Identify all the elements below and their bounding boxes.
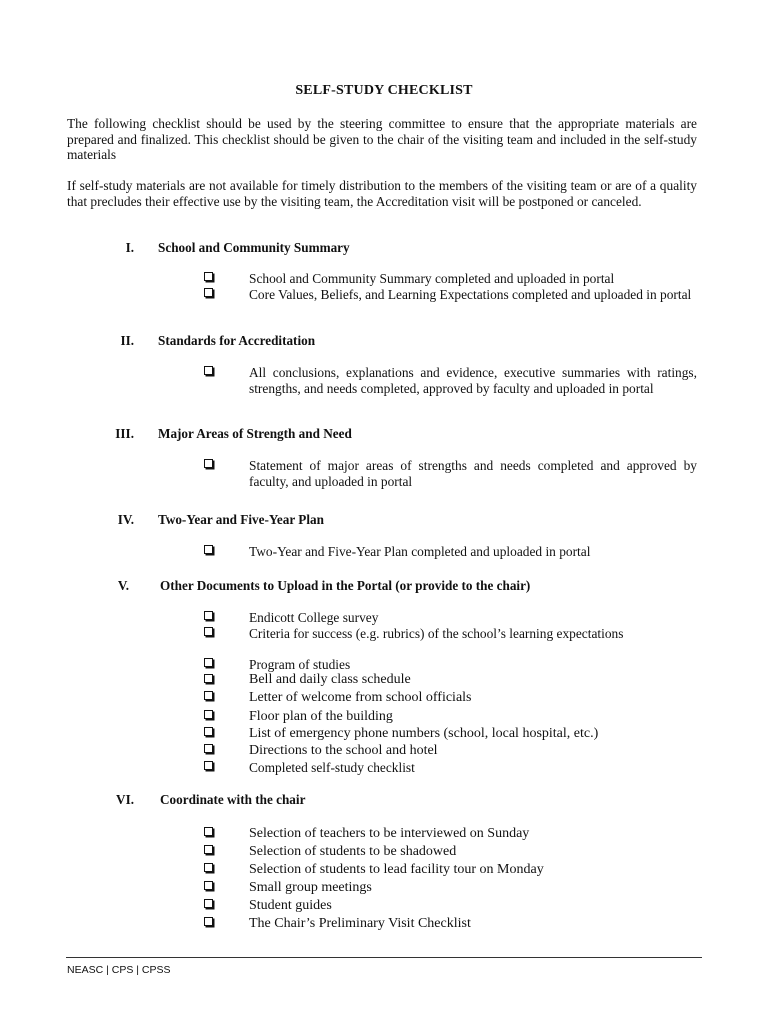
checkbox-icon[interactable] (204, 366, 213, 375)
checkbox-icon[interactable] (204, 881, 213, 890)
checkbox-icon[interactable] (204, 761, 213, 770)
checklist-item: Criteria for success (e.g. rubrics) of the school’s learning expectations (249, 626, 624, 641)
checkbox-icon[interactable] (204, 744, 213, 753)
checklist-item: Letter of welcome from school officials (249, 690, 472, 705)
checkbox-icon[interactable] (204, 611, 213, 620)
checklist-item: Program of studies (249, 657, 351, 672)
checklist-item: Statement of major areas of strengths and needs completed and approved by faculty, and uploaded in portal (249, 458, 697, 489)
footer-divider (66, 957, 702, 958)
checkbox-icon[interactable] (204, 710, 213, 719)
section-number-1: I. (125, 240, 134, 255)
checkbox-icon[interactable] (204, 727, 213, 736)
checklist-item: Two-Year and Five-Year Plan completed and uploaded in portal (249, 544, 591, 559)
section-title-5: Other Documents to Upload in the Portal (or provide to the chair) (160, 578, 531, 593)
checkbox-icon[interactable] (204, 545, 213, 554)
intro-paragraph-2: If self-study materials are not available for timely distribution to the members of the visiting team or are of a quality that precludes their effective use by the visiting team, the Accreditation visit will be postponed or canceled. (67, 178, 697, 209)
checklist-item: Selection of students to lead facility tour on Monday (249, 862, 544, 877)
intro-paragraph-1: The following checklist should be used by the steering committee to ensure that the appropriate materials are prepared and finalized. This checklist should be given to the chair of the visiting team and included in the self-study materials (67, 116, 697, 163)
checkbox-icon[interactable] (204, 459, 213, 468)
checklist-item: All conclusions, explanations and evidence, executive summaries with ratings, strengths, and needs completed, approved by faculty and uploaded in portal (249, 365, 697, 396)
checkbox-icon[interactable] (204, 658, 213, 667)
checkbox-icon[interactable] (204, 827, 213, 836)
section-number-2: II. (120, 333, 134, 348)
checkbox-icon[interactable] (204, 899, 213, 908)
checklist-item: Selection of teachers to be interviewed on Sunday (249, 826, 530, 841)
page-footer: NEASC | CPS | CPSS (67, 964, 171, 976)
section-number-3: III. (115, 426, 134, 441)
checkbox-icon[interactable] (204, 863, 213, 872)
section-number-6: VI. (116, 792, 134, 807)
checklist-item: School and Community Summary completed and uploaded in portal (249, 271, 615, 286)
checkbox-icon[interactable] (204, 288, 213, 297)
page-title: SELF-STUDY CHECKLIST (295, 83, 473, 98)
section-number-5: V. (117, 578, 129, 593)
checklist-item: Directions to the school and hotel (249, 743, 438, 758)
checklist-item: The Chair’s Preliminary Visit Checklist (249, 916, 471, 931)
checklist-item: Student guides (249, 898, 332, 913)
checklist-item: Core Values, Beliefs, and Learning Expectations completed and uploaded in portal (249, 287, 692, 302)
checklist-item: Small group meetings (249, 880, 372, 895)
section-title-2: Standards for Accreditation (158, 333, 316, 348)
section-number-4: IV. (117, 512, 134, 527)
checklist-item: Endicott College survey (249, 610, 379, 625)
section-title-6: Coordinate with the chair (160, 792, 306, 807)
section-title-1: School and Community Summary (158, 240, 350, 255)
checklist-item: Selection of students to be shadowed (249, 844, 457, 859)
checkbox-icon[interactable] (204, 627, 213, 636)
checkbox-icon[interactable] (204, 691, 213, 700)
checklist-item: Completed self-study checklist (249, 760, 415, 775)
checklist-item: Floor plan of the building (249, 709, 393, 724)
checkbox-icon[interactable] (204, 845, 213, 854)
checkbox-icon[interactable] (204, 917, 213, 926)
checkbox-icon[interactable] (204, 674, 213, 683)
section-title-3: Major Areas of Strength and Need (158, 426, 352, 441)
checklist-item: Bell and daily class schedule (249, 672, 411, 687)
section-title-4: Two-Year and Five-Year Plan (158, 512, 324, 527)
checkbox-icon[interactable] (204, 272, 213, 281)
checklist-item: List of emergency phone numbers (school, local hospital, etc.) (249, 726, 599, 741)
